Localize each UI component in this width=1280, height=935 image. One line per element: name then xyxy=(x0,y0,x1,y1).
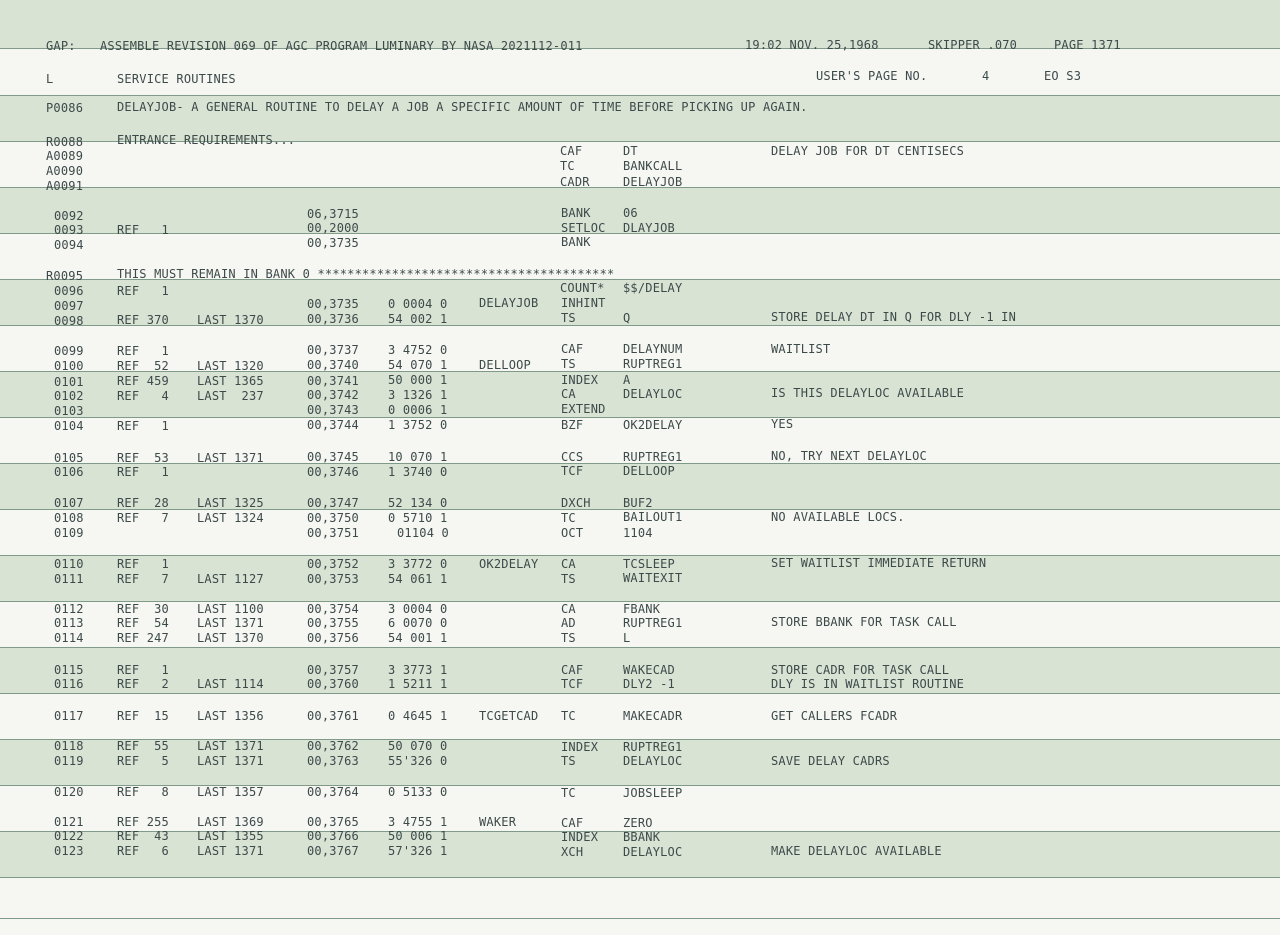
reference: REF 7 xyxy=(117,511,169,525)
line-number: 0113 xyxy=(54,616,84,630)
opcode: TCF xyxy=(561,677,584,691)
address: 00,3740 xyxy=(307,358,359,372)
line-number: 0105 xyxy=(54,451,84,465)
last-ref: LAST 237 xyxy=(197,389,264,403)
comment: NO AVAILABLE LOCS. xyxy=(771,510,905,524)
reference: REF 53 xyxy=(117,451,169,465)
operand: 06 xyxy=(623,206,638,220)
operand: BUF2 xyxy=(623,496,653,510)
machine-code: 3 0004 0 xyxy=(388,602,448,616)
machine-code: 57'326 1 xyxy=(388,844,448,858)
opcode: DXCH xyxy=(561,496,591,510)
operand: RUPTREG1 xyxy=(623,357,683,371)
machine-code: 55'326 0 xyxy=(388,754,448,768)
line-number: 0092 xyxy=(54,209,84,223)
opcode: CAF xyxy=(561,816,584,830)
opcode: TC xyxy=(561,786,576,800)
line-number: 0093 xyxy=(54,223,84,237)
opcode: TS xyxy=(561,754,576,768)
operand: RUPTREG1 xyxy=(623,450,683,464)
last-ref: LAST 1114 xyxy=(197,677,264,691)
address: 00,3760 xyxy=(307,677,359,691)
opcode: INHINT xyxy=(561,296,606,310)
address: 00,3756 xyxy=(307,631,359,645)
machine-code: 1 3752 0 xyxy=(388,418,448,432)
reference: REF 6 xyxy=(117,844,169,858)
operand: $$/DELAY xyxy=(623,281,683,295)
opcode: INDEX xyxy=(561,830,599,844)
address: 00,3742 xyxy=(307,388,359,402)
address: 00,3752 xyxy=(307,557,359,571)
eo-code: EO S3 xyxy=(1044,69,1082,83)
opcode: TC xyxy=(561,709,576,723)
opcode: AD xyxy=(561,616,576,630)
comment: IS THIS DELAYLOC AVAILABLE xyxy=(771,386,965,400)
machine-code: 50 070 0 xyxy=(388,739,448,753)
comment: SAVE DELAY CADRS xyxy=(771,754,890,768)
line-number: 0115 xyxy=(54,663,84,677)
address: 00,3767 xyxy=(307,844,359,858)
last-ref: LAST 1325 xyxy=(197,496,264,510)
line-number: 0101 xyxy=(54,375,84,389)
opcode: INDEX xyxy=(561,373,599,387)
label: WAKER xyxy=(479,815,517,829)
comment: YES xyxy=(771,417,794,431)
machine-code: 3 3772 0 xyxy=(388,557,448,571)
reference: REF 8 xyxy=(117,785,169,799)
opcode: TS xyxy=(561,631,576,645)
operand: FBANK xyxy=(623,602,661,616)
operand: DELAYLOC xyxy=(623,754,683,768)
line-number: 0111 xyxy=(54,572,84,586)
line-number: 0112 xyxy=(54,602,84,616)
reference: REF 5 xyxy=(117,754,169,768)
machine-code: 3 4752 0 xyxy=(388,343,448,357)
reference: REF 55 xyxy=(117,739,169,753)
line-number: 0106 xyxy=(54,465,84,479)
line-number: 0097 xyxy=(54,299,84,313)
address: 00,3737 xyxy=(307,343,359,357)
operand: BAILOUT1 xyxy=(623,510,683,524)
reference: REF 4 xyxy=(117,389,169,403)
address: 00,3762 xyxy=(307,739,359,753)
line-text: DELAYJOB- A GENERAL ROUTINE TO DELAY A JOB A SPECIFIC AMOUNT OF TIME BEFORE PICKING UP AGAIN. xyxy=(117,100,808,114)
line-number: 0114 xyxy=(54,631,84,645)
reference: REF 43 xyxy=(117,829,169,843)
machine-code: 0 0004 0 xyxy=(388,297,448,311)
operand: BANKCALL xyxy=(623,159,683,173)
operand: TCSLEEP xyxy=(623,557,675,571)
opcode: XCH xyxy=(561,845,584,859)
last-ref: LAST 1371 xyxy=(197,739,264,753)
machine-code: 3 4755 1 xyxy=(388,815,448,829)
machine-code: 6 0070 0 xyxy=(388,616,448,630)
users-page-label: USER'S PAGE NO. xyxy=(816,69,928,83)
line-number: 0103 xyxy=(54,404,84,418)
machine-code: 54 061 1 xyxy=(388,572,448,586)
label: OK2DELAY xyxy=(479,557,539,571)
address: 00,3763 xyxy=(307,754,359,768)
last-ref: LAST 1371 xyxy=(197,844,264,858)
comment: GET CALLERS FCADR xyxy=(771,709,898,723)
opcode: CAF xyxy=(561,663,584,677)
machine-code: 3 3773 1 xyxy=(388,663,448,677)
opcode: BANK xyxy=(561,206,591,220)
comment: MAKE DELAYLOC AVAILABLE xyxy=(771,844,942,858)
address: 00,3765 xyxy=(307,815,359,829)
comment: STORE DELAY DT IN Q FOR DLY -1 IN xyxy=(771,310,1017,324)
comment: WAITLIST xyxy=(771,342,831,356)
operand: L xyxy=(623,631,631,645)
opcode: TS xyxy=(561,311,576,325)
address: 00,3766 xyxy=(307,829,359,843)
operand: RUPTREG1 xyxy=(623,616,683,630)
last-ref: LAST 1324 xyxy=(197,511,264,525)
opcode: BZF xyxy=(561,418,584,432)
line-number: A0089 xyxy=(46,149,84,163)
page-number: PAGE 1371 xyxy=(1054,38,1121,52)
address: 00,3744 xyxy=(307,418,359,432)
machine-code: 3 1326 1 xyxy=(388,388,448,402)
operand: 1104 xyxy=(623,526,653,540)
reference: REF 1 xyxy=(117,663,169,677)
reference: REF 1 xyxy=(117,557,169,571)
reference: REF 1 xyxy=(117,284,169,298)
reference: REF 459 xyxy=(117,374,169,388)
machine-code: 54 002 1 xyxy=(388,312,448,326)
operand: ZERO xyxy=(623,816,653,830)
label: DELAYJOB xyxy=(479,296,539,310)
reference: REF 30 xyxy=(117,602,169,616)
opcode: CCS xyxy=(561,450,584,464)
line-number: 0099 xyxy=(54,344,84,358)
last-ref: LAST 1356 xyxy=(197,709,264,723)
opcode: CAF xyxy=(560,144,583,158)
line-number: 0107 xyxy=(54,496,84,510)
line-number: 0100 xyxy=(54,359,84,373)
address: 00,3751 xyxy=(307,526,359,540)
line-number: 0096 xyxy=(54,284,84,298)
operand: WAKECAD xyxy=(623,663,675,677)
operand: Q xyxy=(623,311,631,325)
opcode: TCF xyxy=(561,464,584,478)
opcode: TS xyxy=(561,572,576,586)
last-ref: LAST 1371 xyxy=(197,616,264,630)
address: 00,3745 xyxy=(307,450,359,464)
address: 00,3747 xyxy=(307,496,359,510)
machine-code: 0 4645 1 xyxy=(388,709,448,723)
line-number: A0091 xyxy=(46,179,84,193)
machine-code: 0 5710 1 xyxy=(388,511,448,525)
line-number: 0117 xyxy=(54,709,84,723)
skipper: SKIPPER .070 xyxy=(928,38,1018,52)
machine-code: 50 006 1 xyxy=(388,829,448,843)
label: TCGETCAD xyxy=(479,709,539,723)
last-ref: LAST 1371 xyxy=(197,754,264,768)
last-ref: LAST 1100 xyxy=(197,602,264,616)
comment: SET WAITLIST IMMEDIATE RETURN xyxy=(771,556,987,570)
address: 00,3753 xyxy=(307,572,359,586)
address: 00,3755 xyxy=(307,616,359,630)
reference: REF 247 xyxy=(117,631,169,645)
opcode: TC xyxy=(560,159,575,173)
reference: REF 15 xyxy=(117,709,169,723)
last-ref: LAST 1371 xyxy=(197,451,264,465)
line-number: A0090 xyxy=(46,164,84,178)
machine-code: 1 5211 1 xyxy=(388,677,448,691)
opcode: CAF xyxy=(561,342,584,356)
operand: MAKECADR xyxy=(623,709,683,723)
reference: REF 54 xyxy=(117,616,169,630)
section-title: SERVICE ROUTINES xyxy=(117,72,236,86)
line-number: 0094 xyxy=(54,238,84,252)
opcode: CA xyxy=(561,387,576,401)
line-number: 0118 xyxy=(54,739,84,753)
address: 00,3750 xyxy=(307,511,359,525)
address: 00,3741 xyxy=(307,374,359,388)
opcode: INDEX xyxy=(561,740,599,754)
line-number: R0095 xyxy=(46,269,84,283)
line-number: 0108 xyxy=(54,511,84,525)
address: 00,3735 xyxy=(307,297,359,311)
reference: REF 52 xyxy=(117,359,169,373)
opcode: CA xyxy=(561,602,576,616)
machine-code: 10 070 1 xyxy=(388,450,448,464)
address: 00,2000 xyxy=(307,221,359,235)
line-number: 0121 xyxy=(54,815,84,829)
operand: DELLOOP xyxy=(623,464,675,478)
address: 00,3754 xyxy=(307,602,359,616)
address: 00,3736 xyxy=(307,312,359,326)
address: 00,3761 xyxy=(307,709,359,723)
line-number: 0119 xyxy=(54,754,84,768)
operand: DT xyxy=(623,144,638,158)
line-number: 0116 xyxy=(54,677,84,691)
machine-code: 1 3740 0 xyxy=(388,465,448,479)
machine-code: 50 000 1 xyxy=(388,373,448,387)
last-ref: LAST 1355 xyxy=(197,829,264,843)
machine-code: 54 070 1 xyxy=(388,358,448,372)
reference: REF 1 xyxy=(117,419,169,433)
comment: DELAY JOB FOR DT CENTISECS xyxy=(771,144,965,158)
operand: A xyxy=(623,373,631,387)
line-number: 0110 xyxy=(54,557,84,571)
comment: STORE BBANK FOR TASK CALL xyxy=(771,615,957,629)
opcode: TC xyxy=(561,511,576,525)
machine-code: 0 5133 0 xyxy=(388,785,448,799)
last-ref: LAST 1320 xyxy=(197,359,264,373)
reference: REF 255 xyxy=(117,815,169,829)
last-ref: LAST 1127 xyxy=(197,572,264,586)
comment: DLY IS IN WAITLIST ROUTINE xyxy=(771,677,965,691)
reference: REF 1 xyxy=(117,465,169,479)
opcode: CADR xyxy=(560,175,590,189)
address: 00,3735 xyxy=(307,236,359,250)
operand: WAITEXIT xyxy=(623,571,683,585)
comment: NO, TRY NEXT DELAYLOC xyxy=(771,449,927,463)
users-page-number: 4 xyxy=(982,69,990,83)
reference: REF 370 xyxy=(117,313,169,327)
listing-marker: L xyxy=(46,72,54,86)
opcode: SETLOC xyxy=(561,221,606,235)
line-text: ENTRANCE REQUIREMENTS... xyxy=(117,133,296,147)
operand: DELAYNUM xyxy=(623,342,683,356)
reference: REF 1 xyxy=(117,223,169,237)
last-ref: LAST 1370 xyxy=(197,313,264,327)
machine-code: 54 001 1 xyxy=(388,631,448,645)
line-number: 0123 xyxy=(54,844,84,858)
comment: STORE CADR FOR TASK CALL xyxy=(771,663,950,677)
line-number: 0098 xyxy=(54,314,84,328)
opcode: CA xyxy=(561,557,576,571)
operand: DLY2 -1 xyxy=(623,677,675,691)
opcode: OCT xyxy=(561,526,584,540)
line-number: 0104 xyxy=(54,419,84,433)
gap-label: GAP: xyxy=(46,39,76,53)
line-text: THIS MUST REMAIN IN BANK 0 **************************************** xyxy=(117,267,615,281)
operand: OK2DELAY xyxy=(623,418,683,432)
reference: REF 2 xyxy=(117,677,169,691)
line-number: R0088 xyxy=(46,135,84,149)
operand: BBANK xyxy=(623,830,661,844)
line-number: 0120 xyxy=(54,785,84,799)
address: 06,3715 xyxy=(307,207,359,221)
timestamp: 19:02 NOV. 25,1968 xyxy=(745,38,879,52)
address: 00,3764 xyxy=(307,785,359,799)
opcode: EXTEND xyxy=(561,402,606,416)
line-number: 0109 xyxy=(54,526,84,540)
reference: REF 1 xyxy=(117,344,169,358)
opcode: BANK xyxy=(561,235,591,249)
line-number: P0086 xyxy=(46,101,84,115)
operand: DELAYLOC xyxy=(623,387,683,401)
listing-title: ASSEMBLE REVISION 069 OF AGC PROGRAM LUMINARY BY NASA 2021112-011 xyxy=(100,39,583,53)
operand: DELAYLOC xyxy=(623,845,683,859)
line-number: 0122 xyxy=(54,829,84,843)
line-number: 0102 xyxy=(54,389,84,403)
last-ref: LAST 1365 xyxy=(197,374,264,388)
last-ref: LAST 1369 xyxy=(197,815,264,829)
address: 00,3757 xyxy=(307,663,359,677)
opcode: COUNT* xyxy=(560,281,605,295)
reference: REF 7 xyxy=(117,572,169,586)
address: 00,3743 xyxy=(307,403,359,417)
address: 00,3746 xyxy=(307,465,359,479)
machine-code: 01104 0 xyxy=(397,526,449,540)
operand: JOBSLEEP xyxy=(623,786,683,800)
label: DELLOOP xyxy=(479,358,531,372)
opcode: TS xyxy=(561,357,576,371)
last-ref: LAST 1357 xyxy=(197,785,264,799)
operand: DLAYJOB xyxy=(623,221,675,235)
reference: REF 28 xyxy=(117,496,169,510)
machine-code: 52 134 0 xyxy=(388,496,448,510)
operand: DELAYJOB xyxy=(623,175,683,189)
operand: RUPTREG1 xyxy=(623,740,683,754)
last-ref: LAST 1370 xyxy=(197,631,264,645)
machine-code: 0 0006 1 xyxy=(388,403,448,417)
